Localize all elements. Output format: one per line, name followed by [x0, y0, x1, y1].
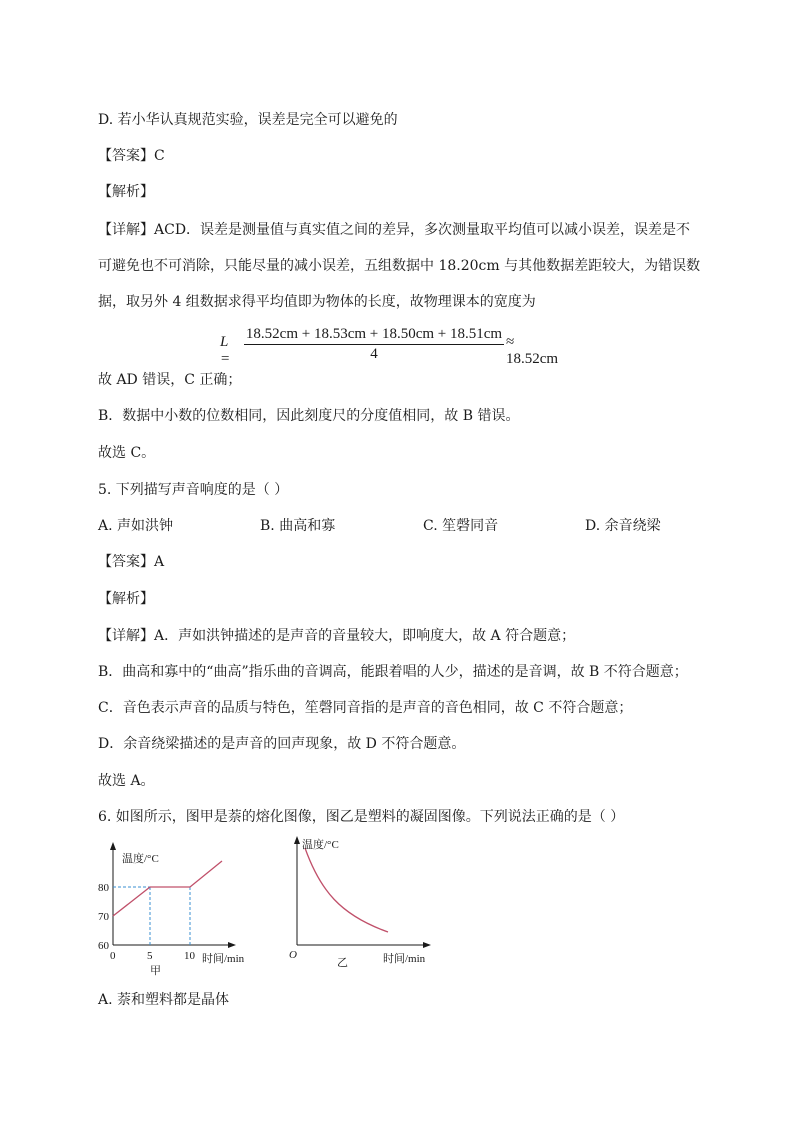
q5-option-b: B. 曲高和寡: [260, 518, 336, 534]
q4-analysis-label: 【解析】: [98, 184, 154, 200]
q5-analysis-label: 【解析】: [98, 591, 154, 607]
q4-detail-line-2: 可避免也不可消除，只能尽量的减小误差，五组数据中 18.20cm 与其他数据差距较大，为错误数: [98, 258, 701, 274]
graph-jia-caption: 甲: [150, 965, 161, 977]
graph-jia-x-arrow: [228, 942, 236, 948]
q4-conclusion-1: 故 AD 错误，C 正确；: [98, 372, 242, 388]
q5-detail-c: C．音色表示声音的品质与特色，笙磬同音指的是声音的音色相同，故 C 不符合题意；: [98, 700, 633, 716]
q5-option-a: A. 声如洪钟: [98, 518, 174, 534]
q5-option-c: C. 笙磬同音: [423, 518, 499, 534]
graph-yi-y-arrow: [294, 836, 300, 844]
graph-jia-xtick-0: 0: [110, 950, 116, 962]
graph-jia-y-arrow: [110, 842, 116, 850]
graph-jia-xlabel: 时间/min: [202, 953, 245, 965]
graph-jia-ytick-60: 60: [98, 940, 109, 952]
formula-fraction: [244, 326, 504, 363]
q5-detail-b: B．曲高和寡中的“曲高”指乐曲的音调高，能跟着唱的人少，描述的是音调，故 B 不符合题意；: [98, 664, 688, 680]
q4-detail-line-1: 【详解】ACD．误差是测量值与真实值之间的差异，多次测量取平均值可以减小误差，误差是不: [98, 222, 691, 238]
graph-yi-caption: 乙: [337, 957, 348, 969]
q6-stem: 6. 如图所示，图甲是萘的熔化图像，图乙是塑料的凝固图像。下列说法正确的是（ ）: [98, 809, 625, 825]
graph-jia-xtick-10: 10: [184, 950, 195, 962]
graph-jia-curve: [113, 861, 222, 916]
q6-option-a: A. 萘和塑料都是晶体: [98, 992, 230, 1008]
graph-yi-xlabel: 时间/min: [383, 953, 426, 965]
formula-lhs: L =: [220, 334, 231, 367]
formula-rhs: ≈ 18.52cm: [506, 334, 559, 367]
q5-answer: 【答案】A: [98, 554, 165, 570]
graph-jia: [90, 840, 270, 977]
graph-jia-ytick-70: 70: [98, 911, 109, 923]
formula-denominator: 4: [370, 346, 378, 362]
graph-yi-ylabel: 温度/°C: [302, 839, 339, 851]
q4-option-d: D. 若小华认真规范实验，误差是完全可以避免的: [98, 112, 398, 128]
q5-choice: 故选 A。: [98, 773, 155, 789]
graph-yi-origin: O: [289, 949, 297, 961]
q5-detail-d: D．余音绕梁描述的是声音的回声现象，故 D 不符合题意。: [98, 736, 466, 752]
q4-choice: 故选 C。: [98, 445, 156, 461]
graph-yi: [285, 830, 445, 970]
q4-detail-line-3: 据，取另外 4 组数据求得平均值即为物体的长度，故物理课本的宽度为: [98, 294, 536, 310]
q5-detail-a: 【详解】A．声如洪钟描述的是声音的音量较大，即响度大，故 A 符合题意；: [98, 628, 576, 644]
q5-stem: 5. 下列描写声音响度的是（ ）: [98, 482, 289, 498]
graph-yi-x-arrow: [423, 942, 431, 948]
graph-jia-ylabel: 温度/°C: [122, 853, 159, 865]
q5-option-d: D. 余音绕梁: [585, 518, 661, 534]
formula-numerator: 18.52cm + 18.53cm + 18.50cm + 18.51cm: [244, 326, 504, 345]
graph-jia-xtick-5: 5: [147, 950, 153, 962]
graph-yi-curve: [305, 848, 388, 932]
q4-answer: 【答案】C: [98, 148, 165, 164]
graph-jia-ytick-80: 80: [98, 882, 109, 894]
q4-conclusion-2: B．数据中小数的位数相同，因此刻度尺的分度值相同，故 B 错误。: [98, 408, 520, 424]
